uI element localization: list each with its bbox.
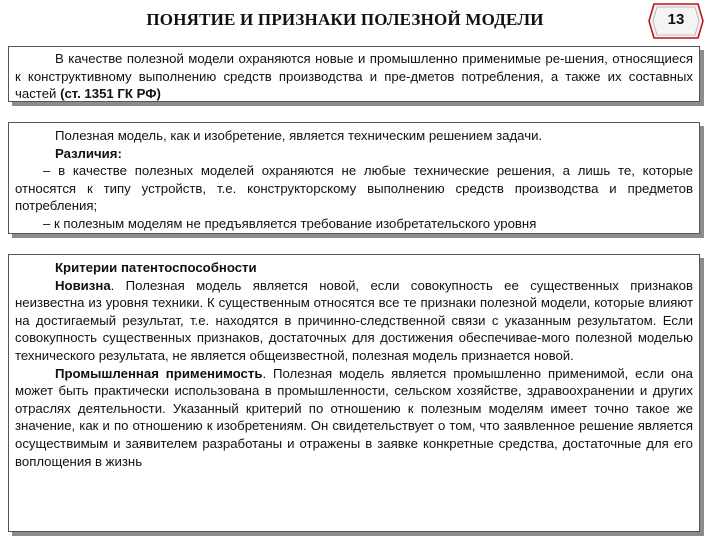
page-title: ПОНЯТИЕ И ПРИЗНАКИ ПОЛЕЗНОЙ МОДЕЛИ bbox=[146, 10, 544, 29]
definition-text: охраняются новые и промышленно применимые ре-шения, относящиеся к конструктивному выполнению средств производства и пре-дметов потребления, а также их составных частей bbox=[15, 51, 693, 102]
criteria-box bbox=[8, 254, 700, 532]
novelty-text: . Полезная модель является новой, если совокупность ее существенных признаков неизвестна из уровня техники. К существенным относятся все те признаки полезной модели, которые влияют на достигаемый результат, т.е. находятся в причинно-следственной связи с указанным результатом. Если совокупность существенных признаков, достаточных для достижения обеспечивае-мого полезной моделью технического результата, не является общеизвестной, полезная модель признается новой. bbox=[15, 277, 693, 363]
industrial-paragraph bbox=[15, 365, 693, 471]
differences-heading: Различия: bbox=[55, 145, 122, 161]
differences-item-1: – в качестве полезных моделей охраняются не любые технические решения, а лишь те, которые относятся к типу устройств, т.е. конструкторскому выполнению средств производства и предметов потребления; bbox=[15, 163, 693, 214]
differences-item-2: – к полезным моделям не предъявляется требование изобретательского уровня bbox=[43, 215, 537, 231]
slide-number: 13 bbox=[667, 11, 685, 28]
differences-box bbox=[8, 122, 700, 234]
definition-lead: В качестве полезной модели bbox=[55, 51, 235, 66]
industrial-text: . Полезная модель является промышленно применимой, если она может быть практически использована в промышленности, сельском хозяйстве, здравоохранении и других отраслях деятельности. Указанный критерий по отношению к полезным моделям имеет точно такое же значение, как и по отношению к изобретениям. Он свидетельствует о том, что заявленное решение является осуществимым и заявителем разработаны и отражены в заявке конкретные средства, достаточные для его воплощения в жизнь bbox=[15, 365, 693, 469]
definition-citation: (ст. 1351 ГК РФ) bbox=[60, 86, 161, 102]
novelty-term: Новизна bbox=[55, 277, 111, 293]
definition-paragraph bbox=[15, 50, 693, 103]
industrial-term: Промышленная применимость bbox=[55, 365, 263, 381]
differences-intro: Полезная модель, как и изобретение, является техническим решением задачи. bbox=[55, 128, 543, 143]
novelty-paragraph bbox=[15, 277, 693, 365]
slide-number-badge bbox=[648, 2, 704, 40]
definition-box bbox=[8, 46, 700, 102]
criteria-heading: Критерии патентоспособности bbox=[55, 260, 257, 275]
